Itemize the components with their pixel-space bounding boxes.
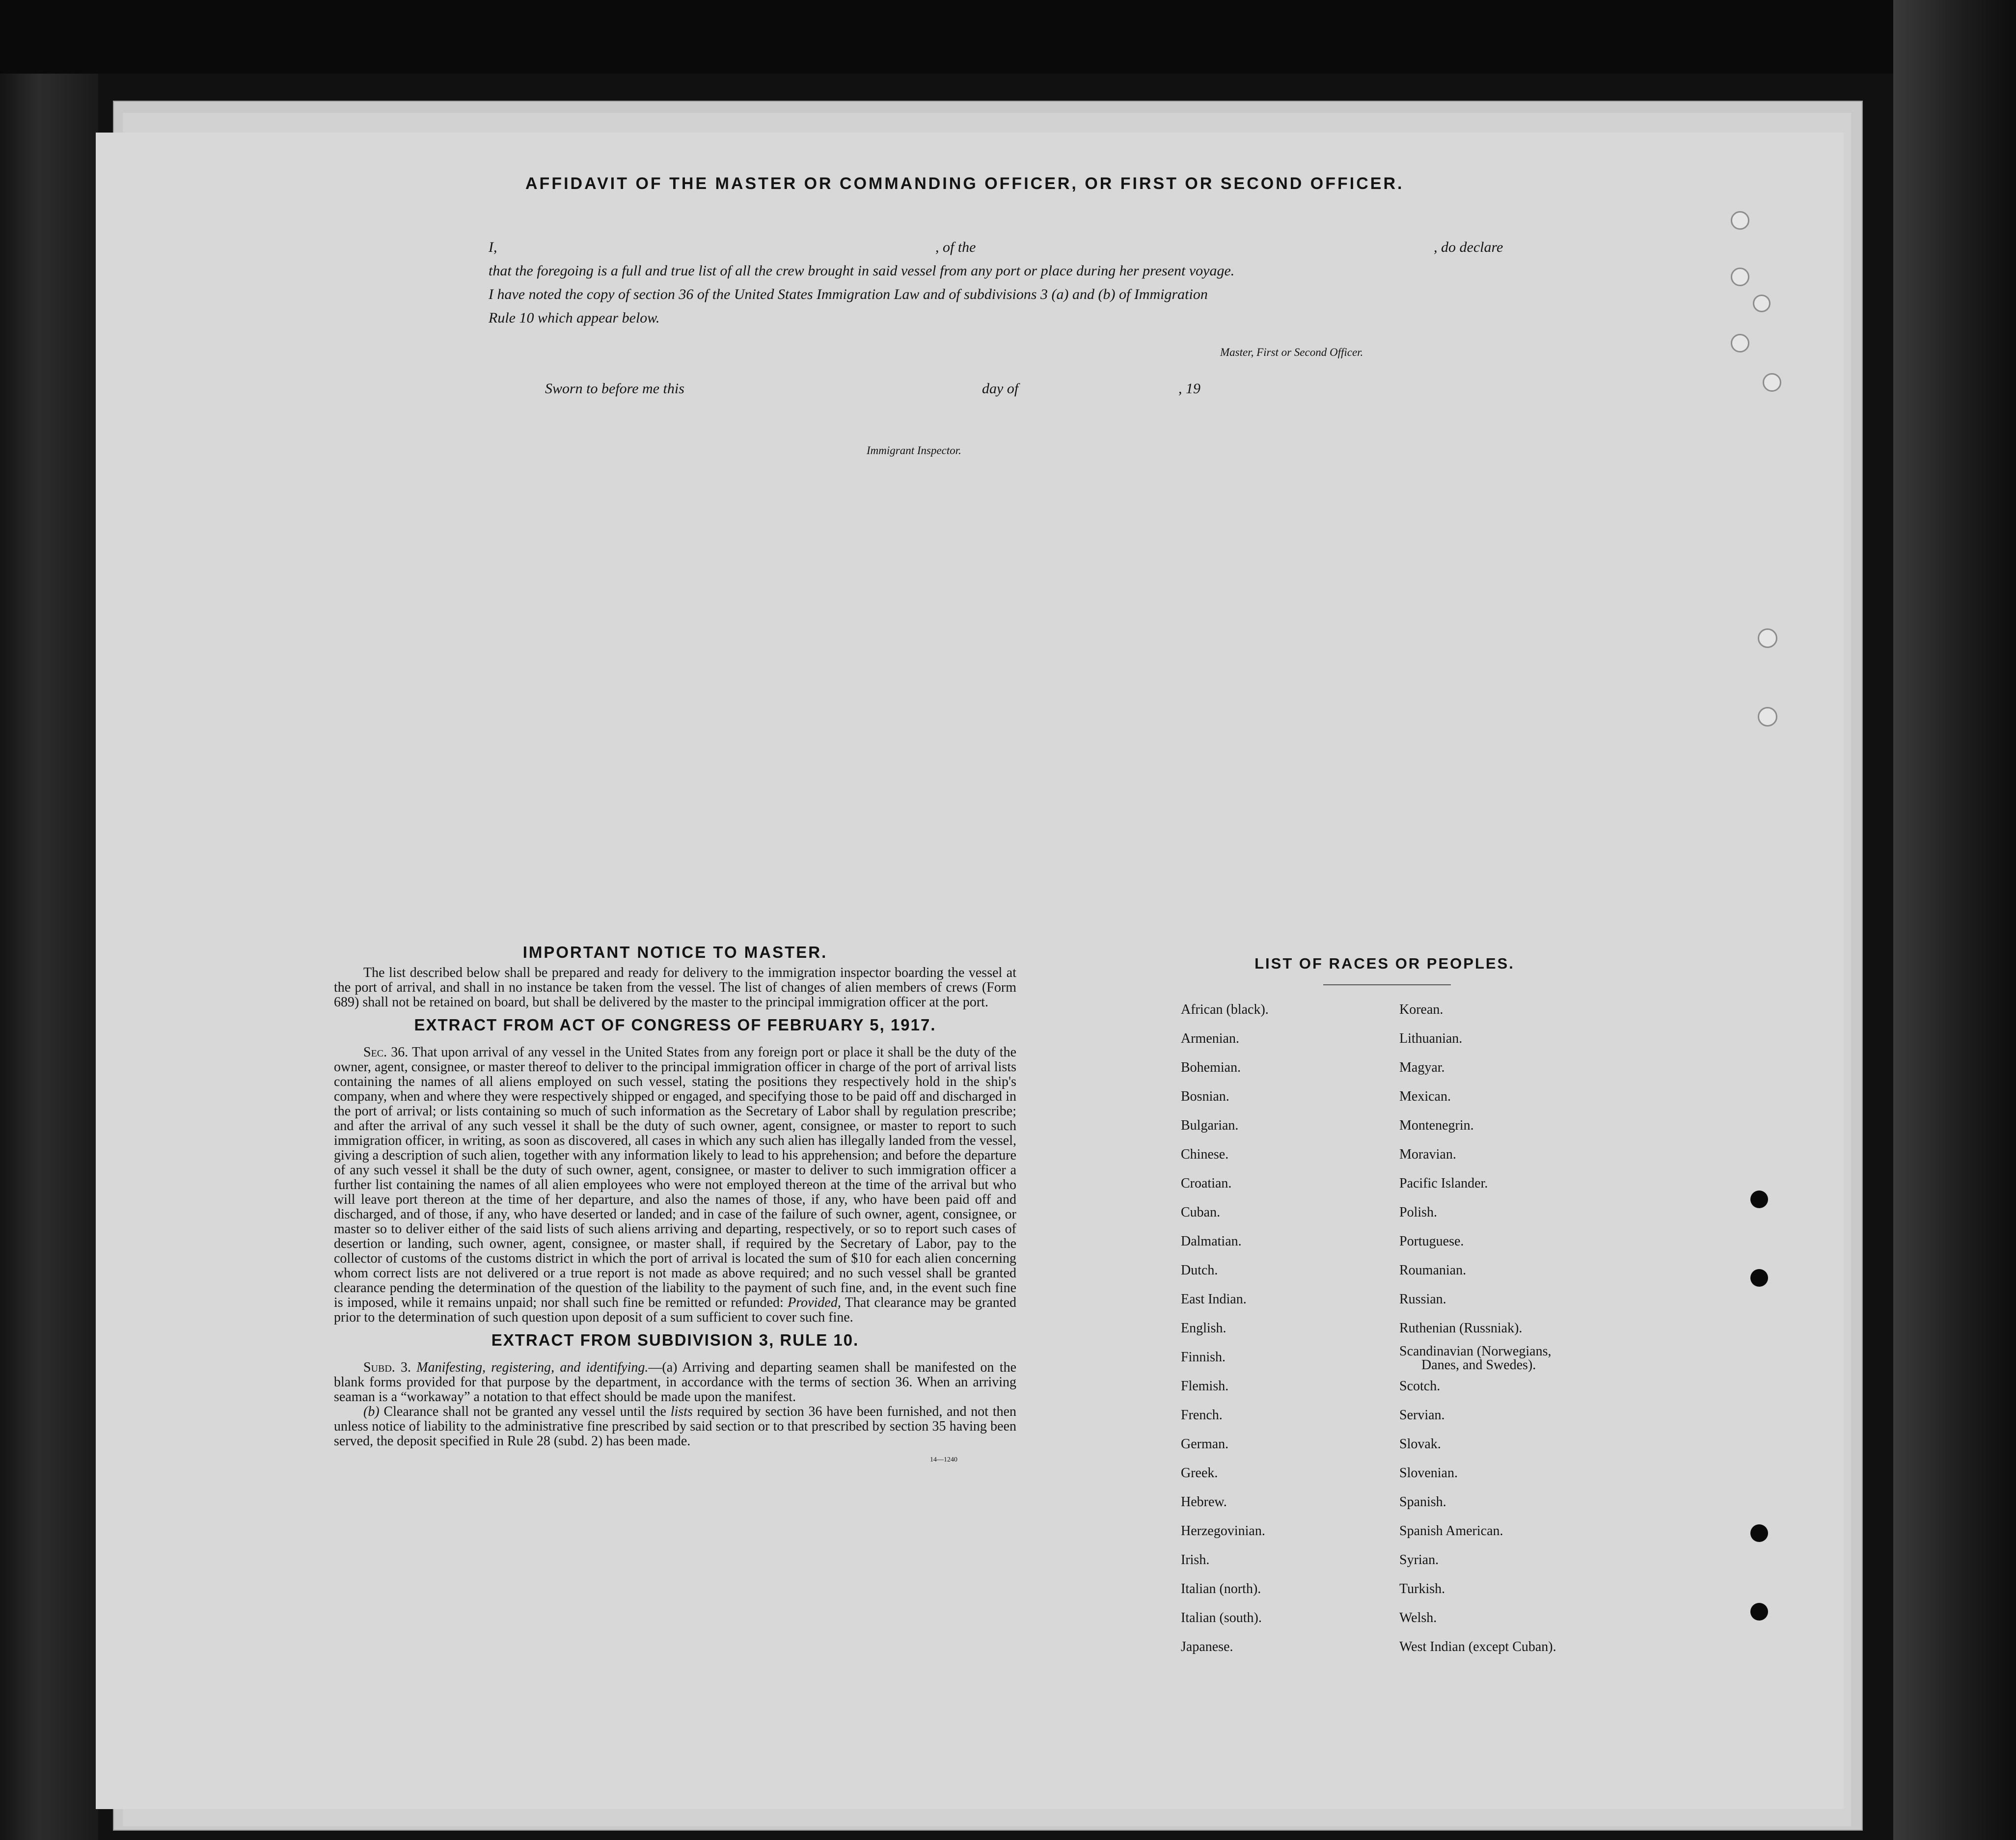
punch-hole-icon bbox=[1731, 211, 1749, 230]
race-item: Korean. bbox=[1399, 1002, 1444, 1017]
race-item: German. bbox=[1181, 1436, 1229, 1452]
rule-b-lists: lists bbox=[670, 1404, 693, 1419]
binder-left-edge bbox=[0, 74, 98, 1840]
punch-hole-icon bbox=[1750, 1603, 1768, 1621]
race-item: Slovak. bbox=[1399, 1436, 1441, 1452]
race-item: Irish. bbox=[1181, 1552, 1210, 1568]
race-item: Bosnian. bbox=[1181, 1089, 1229, 1104]
punch-hole-icon bbox=[1763, 373, 1781, 392]
notice-column bbox=[334, 945, 1016, 1467]
race-item: Italian (south). bbox=[1181, 1610, 1262, 1625]
race-item: Dalmatian. bbox=[1181, 1234, 1242, 1249]
rule-a-text: —(a) Arriving and departing seamen shall be manifested on the blank forms provided for that purpose by the department, in accordance with the terms of section 36. When an arriving seaman is a “workaway” a notation to that effect should be made upon the manifest. bbox=[334, 1360, 1016, 1405]
punch-hole-icon bbox=[1731, 268, 1749, 286]
notice-title: IMPORTANT NOTICE TO MASTER. bbox=[522, 943, 828, 961]
race-item: Lithuanian. bbox=[1399, 1031, 1463, 1046]
race-item: Greek. bbox=[1181, 1465, 1218, 1481]
race-item: Flemish. bbox=[1181, 1379, 1229, 1394]
immigrant-inspector-label: Immigrant Inspector. bbox=[867, 444, 961, 457]
form-number: 14—1240 bbox=[930, 1456, 957, 1463]
race-item: Bohemian. bbox=[1181, 1060, 1241, 1075]
master-signature-label: Master, First or Second Officer. bbox=[1220, 346, 1363, 358]
race-item: Scandinavian (Norwegians, bbox=[1399, 1344, 1552, 1359]
races-title: LIST OF RACES OR PEOPLES. bbox=[1254, 955, 1515, 972]
sworn-text: Sworn to before me this bbox=[545, 380, 684, 397]
race-item: Polish. bbox=[1399, 1205, 1438, 1220]
race-item: West Indian (except Cuban). bbox=[1399, 1639, 1556, 1654]
race-item: Cuban. bbox=[1181, 1205, 1221, 1220]
punch-hole-icon bbox=[1750, 1191, 1768, 1208]
rule-b-label: (b) bbox=[363, 1404, 380, 1419]
race-item: Ruthenian (Russniak). bbox=[1399, 1321, 1523, 1336]
race-item: Magyar. bbox=[1399, 1060, 1445, 1075]
rule-b-text-2: required by section 36 have been furnished, and not then unless notice of liability to the administrative fine prescribed by said section or to that prescribed by section 35 having been served, the deposit specified in Rule 28 (subd. 2) has been made. bbox=[334, 1404, 1017, 1449]
race-item: Welsh. bbox=[1399, 1610, 1437, 1625]
rule-title: EXTRACT FROM SUBDIVISION 3, RULE 10. bbox=[491, 1331, 859, 1349]
race-item: Finnish. bbox=[1181, 1350, 1226, 1365]
race-item: East Indian. bbox=[1181, 1292, 1247, 1307]
race-item: Slovenian. bbox=[1399, 1465, 1458, 1481]
race-item: Portuguese. bbox=[1399, 1234, 1464, 1249]
race-item: Turkish. bbox=[1399, 1581, 1445, 1596]
race-item: Japanese. bbox=[1181, 1639, 1233, 1654]
race-item: Hebrew. bbox=[1181, 1494, 1227, 1510]
declaration-line-4: Rule 10 which appear below. bbox=[489, 310, 660, 326]
binder-top-edge bbox=[0, 0, 2016, 74]
race-item: Pacific Islander. bbox=[1399, 1176, 1488, 1191]
declaration-row-1 bbox=[489, 236, 1534, 259]
race-item: Roumanian. bbox=[1399, 1263, 1467, 1278]
punch-hole-icon bbox=[1750, 1269, 1768, 1287]
race-item: Scotch. bbox=[1399, 1379, 1441, 1394]
race-item: Herzegovinian. bbox=[1181, 1523, 1265, 1539]
declaration-i: I, bbox=[489, 239, 497, 255]
races-right-column bbox=[1399, 1003, 1645, 1798]
punch-hole-icon bbox=[1750, 1524, 1768, 1542]
race-item: Armenian. bbox=[1181, 1031, 1239, 1046]
declaration-line-3: I have noted the copy of section 36 of the United States Immigration Law and of subdivisions 3 (a) and (b) of Immigration bbox=[489, 286, 1208, 302]
race-item: Italian (north). bbox=[1181, 1581, 1261, 1596]
declaration-line-2: that the foregoing is a full and true list of all the crew brought in said vessel from any port or place during her present voyage. bbox=[489, 263, 1235, 279]
declaration-do-declare: , do declare bbox=[1434, 239, 1503, 255]
race-item: Montenegrin. bbox=[1399, 1118, 1474, 1133]
act-text: That upon arrival of any vessel in the United States from any foreign port or place it shall be the duty of the owner, agent, consignee, or master thereof to deliver to the principal immigration officer in charge of the port of arrival lists containing the names of all aliens employed on such vessel, stating the positions they respectively hold in the ship's company, when and where they were respectively shipped or engaged, and specifying those to be paid off and discharged in the port of arrival; or lists containing so much of such information as the Secretary of Labor shall by regulation prescribe; and after the arrival of any such vessel it shall be the duty of such owner, agent, consignee, or master to report to such immigration officer, in writing, as soon as discovered, all cases in which any such alien has illegally landed from the vessel, giving a description of such alien, together with any information likely to lead to his apprehension; and before the departure of any such vessel it shall be the duty of such owner, agent, consignee, or master to deliver to such immigration officer a further list containing the names of all alien employees who were not employed thereon at the time of the arrival but who will leave port thereon at the time of her departure, and also the names of those, if any, who have been paid off and discharged, and of those, if any, who have deserted or landed; and in case of the failure of such owner, agent, consignee, or master so to deliver either of the said lists of such aliens arriving and departing, respectively, or so to report such cases of desertion or landing, such owner, agent, consignee, or master shall, if required by the Secretary of Labor, pay to the collector of customs of the customs district in which the port of arrival is located the sum of $10 for each alien concerning whom correct lists are not delivered or a true report is not made as above required; and no such vessel shall be granted clearance pending the determination of the question of the liability to the payment of such fine, and, in the event such fine is imposed, while it remains unpaid; nor shall such fine be remitted or refunded: bbox=[334, 1045, 1016, 1310]
punch-hole-icon bbox=[1758, 628, 1777, 648]
act-text-end: That clearance may be granted prior to the determination of such question upon deposit of a sum sufficient to cover such fine. bbox=[334, 1295, 1017, 1325]
rule-subd-label: Subd. 3. bbox=[363, 1360, 411, 1375]
race-item: Moravian. bbox=[1399, 1147, 1456, 1162]
sworn-year: , 19 bbox=[1178, 380, 1200, 397]
race-item: African (black). bbox=[1181, 1002, 1269, 1017]
rule-subd-a bbox=[334, 1360, 1016, 1405]
rule-subd-title: Manifesting, registering, and identifying. bbox=[416, 1360, 649, 1375]
race-item: French. bbox=[1181, 1407, 1223, 1423]
race-item: Servian. bbox=[1399, 1407, 1445, 1423]
notice-text: The list described below shall be prepared and ready for delivery to the immigration inspector boarding the vessel at the port of arrival, and shall in no instance be taken from the vessel. The list of changes of alien members of crews (Form 689) shall not be retained on board, but shall be delivered by the master to the principal immigration officer at the port. bbox=[334, 965, 1016, 1010]
race-item: Chinese. bbox=[1181, 1147, 1229, 1162]
race-item: Russian. bbox=[1399, 1292, 1446, 1307]
punch-hole-icon bbox=[1753, 295, 1771, 312]
race-item: Mexican. bbox=[1399, 1089, 1451, 1104]
punch-hole-icon bbox=[1758, 707, 1777, 727]
act-section-36 bbox=[334, 1045, 1016, 1325]
race-item: Danes, and Swedes). bbox=[1421, 1357, 1536, 1373]
affidavit-page bbox=[96, 133, 1844, 1809]
race-item: Spanish American. bbox=[1399, 1523, 1503, 1539]
punch-hole-icon bbox=[1731, 334, 1749, 352]
act-provided: Provided, bbox=[788, 1295, 841, 1310]
races-title-rule bbox=[1323, 984, 1451, 985]
rule-subd-b bbox=[334, 1405, 1016, 1449]
declaration-block bbox=[489, 236, 1534, 330]
race-item: Croatian. bbox=[1181, 1176, 1232, 1191]
affidavit-title: AFFIDAVIT OF THE MASTER OR COMMANDING OFFICER, OR FIRST OR SECOND OFFICER. bbox=[525, 174, 1404, 193]
declaration-of-the: , of the bbox=[935, 239, 976, 255]
sworn-line bbox=[545, 380, 1232, 405]
act-section-label: Sec. 36. bbox=[363, 1045, 409, 1060]
race-item: Dutch. bbox=[1181, 1263, 1218, 1278]
binder-right-edge bbox=[1893, 0, 2016, 1840]
rule-b-text-1: Clearance shall not be granted any vessel until the bbox=[383, 1404, 666, 1419]
act-title: EXTRACT FROM ACT OF CONGRESS OF FEBRUARY 5, 1917. bbox=[414, 1016, 936, 1034]
races-left-column bbox=[1181, 1003, 1387, 1798]
race-item: Bulgarian. bbox=[1181, 1118, 1239, 1133]
sworn-day-of: day of bbox=[982, 380, 1019, 397]
race-item: Syrian. bbox=[1399, 1552, 1439, 1568]
race-item: Spanish. bbox=[1399, 1494, 1446, 1510]
race-item: English. bbox=[1181, 1321, 1226, 1336]
